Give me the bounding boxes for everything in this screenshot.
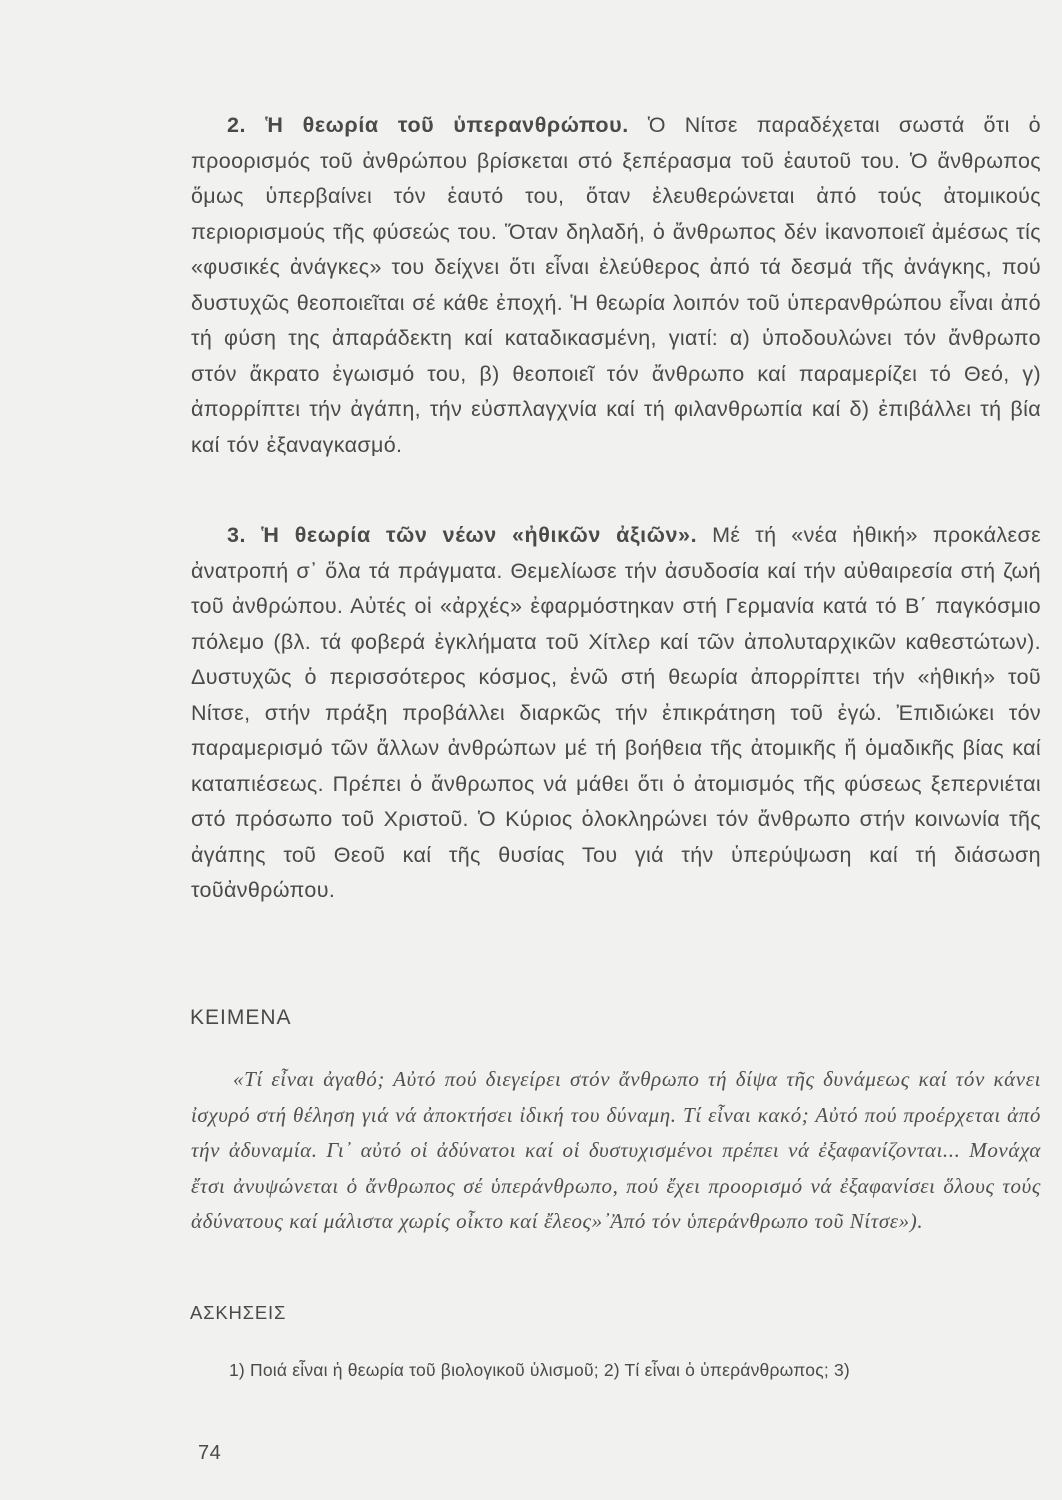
page-number: 74 [198, 1442, 222, 1464]
paragraph-text: Ὁ Νίτσε παραδέχεται σωστά ὅτι ὁ προορισμός τοῦ ἀνθρώπου βρίσκεται στό ξεπέρασμα τοῦ ἑαυτοῦ του. Ὁ ἄνθρωπος ὅμως ὑπερβαίνει τόν ἑαυτό του, ὅταν ἐλευθερώνεται ἀπό τούς ἀτομικούς περιορισμούς τῆς φύσεώς του. Ὅταν δηλαδή, ὁ ἄνθρωπος δέν ἱκανοποιεῖ ἀμέσως τίς «φυσικές ἀνάγκες» του δείχνει ὅτι εἶναι ἐλεύθερος ἀπό τά δεσμά τῆς ἀνάγκης, πού δυστυχῶς θεοποιεῖται σέ κάθε ἐποχή. Ἡ θεωρία λοιπόν τοῦ ὑπερανθρώπου εἶναι ἀπό τή φύση της ἀπαράδεκτη καί καταδικασμένη, γιατί: α) ὑποδουλώνει τόν ἄνθρωπο στόν ἄκρατο ἐγωισμό του, β) θεοποιεῖ τόν ἄνθρωπο καί παραμερίζει τό Θεό, γ) ἀπορρίπτει τήν ἀγάπη, τήν εὐσπλαγχνία καί τή φιλανθρωπία καί δ) ἐπιβάλλει τή βία καί τόν ἐξαναγκασμό. [191, 113, 1041, 457]
section-new-moral-values [191, 518, 1041, 909]
paragraph-text: Μέ τή «νέα ἠθική» προκάλεσε ἀνατροπή σ᾽ ὅλα τά πράγματα. Θεμελίωσε τήν ἀσυδοσία καί τήν αὐθαιρεσία στή ζωή τοῦ ἀνθρώπου. Αὐτές οἱ «ἀρχές» ἐφαρμόστηκαν στή Γερμανία κατά τό Β΄ παγκόσμιο πόλεμο (βλ. τά φοβερά ἐγκλήματα τοῦ Χίτλερ καί τῶν ἀπολυταρχικῶν καθεστώτων). Δυστυχῶς ὁ περισσότερος κόσμος, ἐνῶ στή θεωρία ἀπορρίπτει τήν «ἠθική» τοῦ Νίτσε, στήν πράξη προβάλλει διαρκῶς τήν ἐπικράτηση τοῦ ἐγώ. Ἐπιδιώκει τόν παραμερισμό τῶν ἄλλων ἀνθρώπων μέ τή βοήθεια τῆς ἀτομικῆς ἤ ὁμαδικῆς βίας καί καταπιέσεως. Πρέπει ὁ ἄνθρωπος νά μάθει ὅτι ὁ ἀτομισμός τῆς φύσεως ξεπερνιέται στό πρόσωπο τοῦ Χριστοῦ. Ὁ Κύριος ὁλοκληρώνει τόν ἄνθρωπο στήν κοινωνία τῆς ἀγάπης τοῦ Θεοῦ καί τῆς θυσίας Του γιά τήν ὑπερύψωση καί τή διάσωση τοῦἀνθρώπου. [191, 523, 1041, 902]
paragraph [191, 518, 1041, 909]
exercises-label: ΑΣΚΗΣΕΙΣ [190, 1302, 287, 1323]
section-superman-theory [191, 108, 1041, 463]
exercise-questions: 1) Ποιά εἶναι ἡ θεωρία τοῦ βιολογικοῦ ὑλισμοῦ; 2) Τί εἶναι ὁ ὑπεράνθρωπος; 3) [229, 1360, 850, 1380]
section-heading: 3. Ἡ θεωρία τῶν νέων «ἠθικῶν ἀξιῶν». [227, 523, 698, 547]
nietzsche-quote: «Τί εἶναι ἀγαθό; Αὐτό πού διεγείρει στόν ἄνθρωπο τή δίψα τῆς δυνάμεως καί τόν κάνει ἰσχυρό στή θέληση γιά νά ἀποκτήσει ἰδική του δύναμη. Τί εἶναι κακό; Αὐτό πού προέρχεται ἀπό τήν ἀδυναμία. Γι᾽ αὐτό οἱ ἀδύνατοι καί οἱ δυστυχισμένοι πρέπει νά ἐξαφανίζονται... Μονάχα ἔτσι ἀνυψώνεται ὁ ἄνθρωπος σέ ὑπεράνθρωπο, πού ἔχει προορισμό νά ἐξαφανίσει ὅλους τούς ἀδύνατους καί μάλιστα χωρίς οἶκτο καί ἔλεος»᾽Ἀπό τόν ὑπεράνθρωπο τοῦ Νίτσε»). [191, 1067, 1041, 1233]
texts-label: ΚΕΙΜΕΝΑ [190, 1006, 292, 1029]
section-heading: 2. Ἡ θεωρία τοῦ ὑπερανθρώπου. [227, 113, 629, 137]
paragraph [191, 108, 1041, 463]
